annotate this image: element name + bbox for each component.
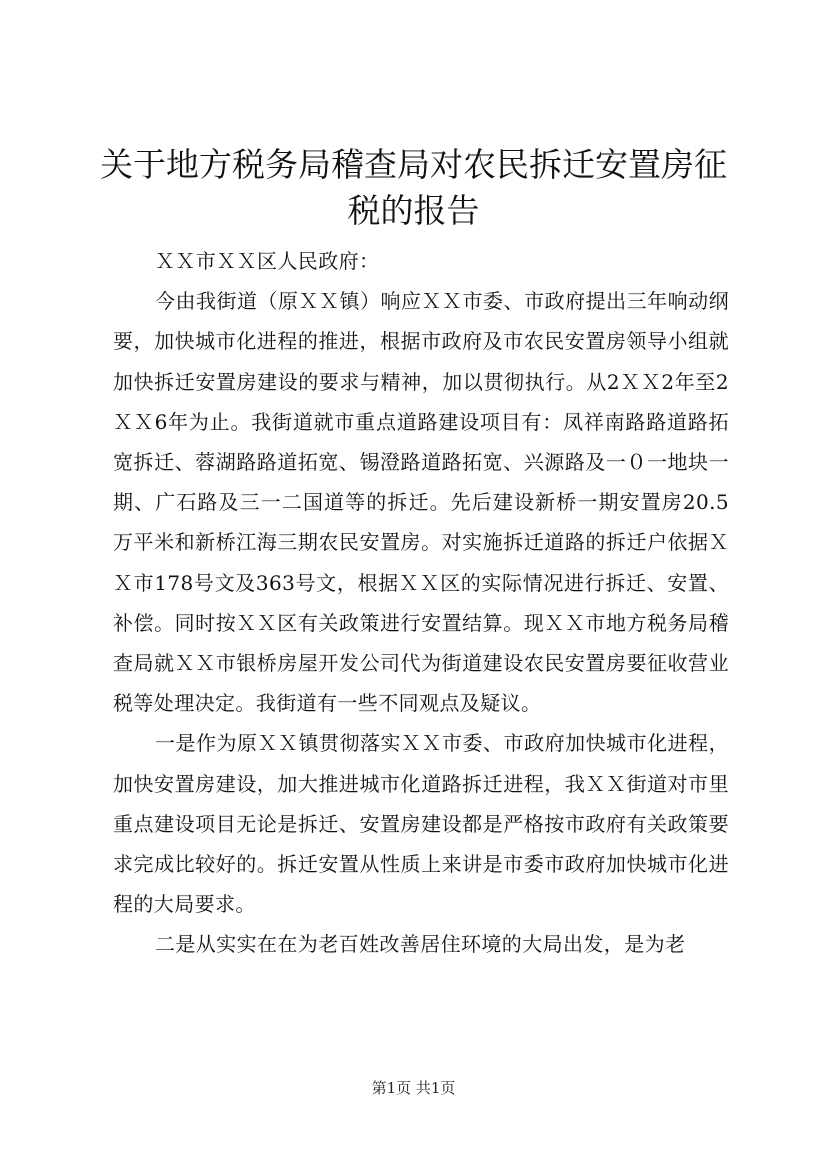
document-title: 关于地方税务局稽查局对农民拆迁安置房征税的报告 [100, 145, 727, 230]
paragraph-3: 二是从实实在在为老百姓改善居住环境的大局出发，是为老 [155, 932, 686, 957]
paragraph-2: 一是作为原ＸＸ镇贯彻落实ＸＸ市委、市政府加快城市化进程，加快安置房建设，加大推进城市化道路拆迁进程，我ＸＸ街道对市里重点建设项目无论是拆迁、安置房建设都是严格按市政府有关政策要求完成比较好的。拆迁安置从性质上来讲是市委市政府加快城市化进程的大局要求。 [113, 731, 729, 917]
page-footer: 第1页 共1页 [371, 1079, 456, 1097]
salutation: ＸＸ市ＸＸ区人民政府： [155, 249, 380, 273]
document-body [113, 241, 729, 965]
paragraph-1: 今由我街道（原ＸＸ镇）响应ＸＸ市委、市政府提出三年响动纲要，加快城市化进程的推进，根据市政府及市农民安置房领导小组就加快拆迁安置房建设的要求与精神，加以贯彻执行。从2ＸＸ2年至2ＸＸ6年为止。我街道就市重点道路建设项目有：凤祥南路路道路拓宽拆迁、蓉湖路路道拓宽、锡澄路道路拓宽、兴源路及一０一地块一期、广石路及三一二国道等的拆迁。先后建设新桥一期安置房20.5万平米和新桥江海三期农民安置房。对实施拆迁道路的拆迁户依据ＸＸ市178号文及363号文，根据ＸＸ区的实际情况进行拆迁、安置、补偿。同时按ＸＸ区有关政策进行安置结算。现ＸＸ市地方税务局稽查局就ＸＸ市银桥房屋开发公司代为街道建设农民安置房要征收营业税等处理决定。我街道有一些不同观点及疑议。 [113, 289, 729, 716]
